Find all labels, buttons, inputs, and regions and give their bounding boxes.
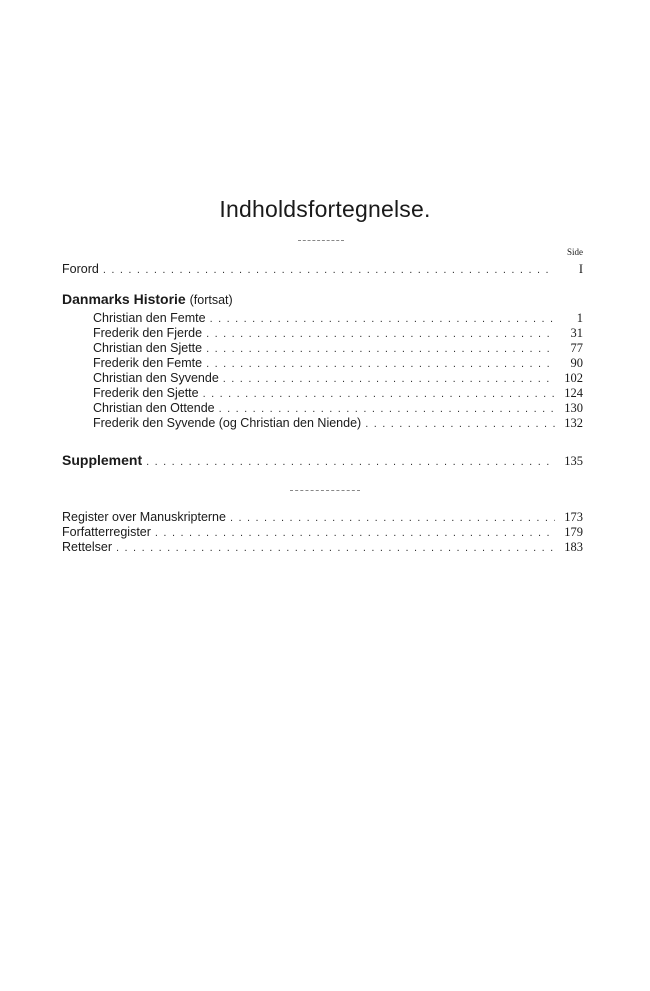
toc-entry[interactable]: [93, 386, 583, 402]
toc-entry-label: Christian den Femte: [93, 311, 206, 325]
toc-entry-page: 173: [564, 510, 583, 524]
toc-entry-label: Rettelser: [62, 540, 113, 554]
side-label: Side: [566, 247, 583, 257]
toc-entry[interactable]: [93, 311, 583, 327]
toc-entry[interactable]: [93, 401, 583, 417]
dot-leader: [230, 512, 555, 524]
toc-entry[interactable]: [62, 525, 583, 541]
dot-leader: [203, 388, 555, 400]
dot-leader: [155, 527, 555, 539]
dot-leader: [219, 403, 555, 415]
toc-entry-label: Christian den Ottende: [93, 401, 215, 415]
toc-entry-supplement[interactable]: [62, 452, 583, 470]
toc-entry[interactable]: [93, 356, 583, 372]
toc-entry-page: 124: [564, 386, 583, 400]
toc-entry-label: Frederik den Femte: [93, 356, 203, 370]
toc-entry[interactable]: [62, 540, 583, 556]
dot-leader: [206, 343, 555, 355]
section-heading: [62, 291, 233, 307]
toc-entry-page: 135: [564, 454, 583, 468]
toc-entry-label: Supplement: [62, 452, 143, 468]
toc-entry-label: Frederik den Syvende (og Christian den Niende): [93, 416, 362, 430]
toc-entry[interactable]: [93, 371, 583, 387]
toc-entry-page: 1: [576, 311, 583, 325]
toc-entry-page: 90: [570, 356, 583, 370]
dot-leader: [116, 542, 555, 554]
toc-entry-page: 77: [570, 341, 583, 355]
section-subtitle: (fortsat): [189, 293, 233, 307]
toc-entry-label: Forfatterregister: [62, 525, 151, 539]
page-title: Indholdsfortegnelse.: [219, 196, 431, 222]
toc-entry-page: 179: [564, 525, 583, 539]
toc-entry-label: Christian den Sjette: [93, 341, 203, 355]
dot-leader: [206, 328, 555, 340]
toc-entry-label: Forord: [62, 262, 99, 276]
toc-entry[interactable]: [93, 341, 583, 357]
toc-entry-foreword[interactable]: [62, 262, 583, 278]
toc-entry-page: 183: [564, 540, 583, 554]
dot-leader: [103, 264, 555, 276]
dot-leader: [223, 373, 555, 385]
toc-entry-label: Frederik den Fjerde: [93, 326, 203, 340]
toc-entry-label: Frederik den Sjette: [93, 386, 199, 400]
toc-entry-page: 132: [564, 416, 583, 430]
dot-leader: [210, 313, 555, 325]
dot-leader: [206, 358, 555, 370]
toc-entry-page: 130: [564, 401, 583, 415]
section-divider: [290, 490, 360, 491]
toc-entry[interactable]: [62, 510, 583, 526]
toc-entry-page: 102: [564, 371, 583, 385]
title-divider: [298, 240, 344, 241]
toc-entry-page: I: [578, 262, 583, 276]
dot-leader: [365, 418, 555, 430]
toc-entry-label: Register over Manuskripterne: [62, 510, 226, 524]
toc-entry-label: Christian den Syvende: [93, 371, 219, 385]
toc-entry[interactable]: [93, 416, 583, 432]
toc-entry[interactable]: [93, 326, 583, 342]
dot-leader: [146, 456, 555, 468]
section-title: Danmarks Historie: [62, 291, 186, 307]
toc-entry-page: 31: [570, 326, 583, 340]
